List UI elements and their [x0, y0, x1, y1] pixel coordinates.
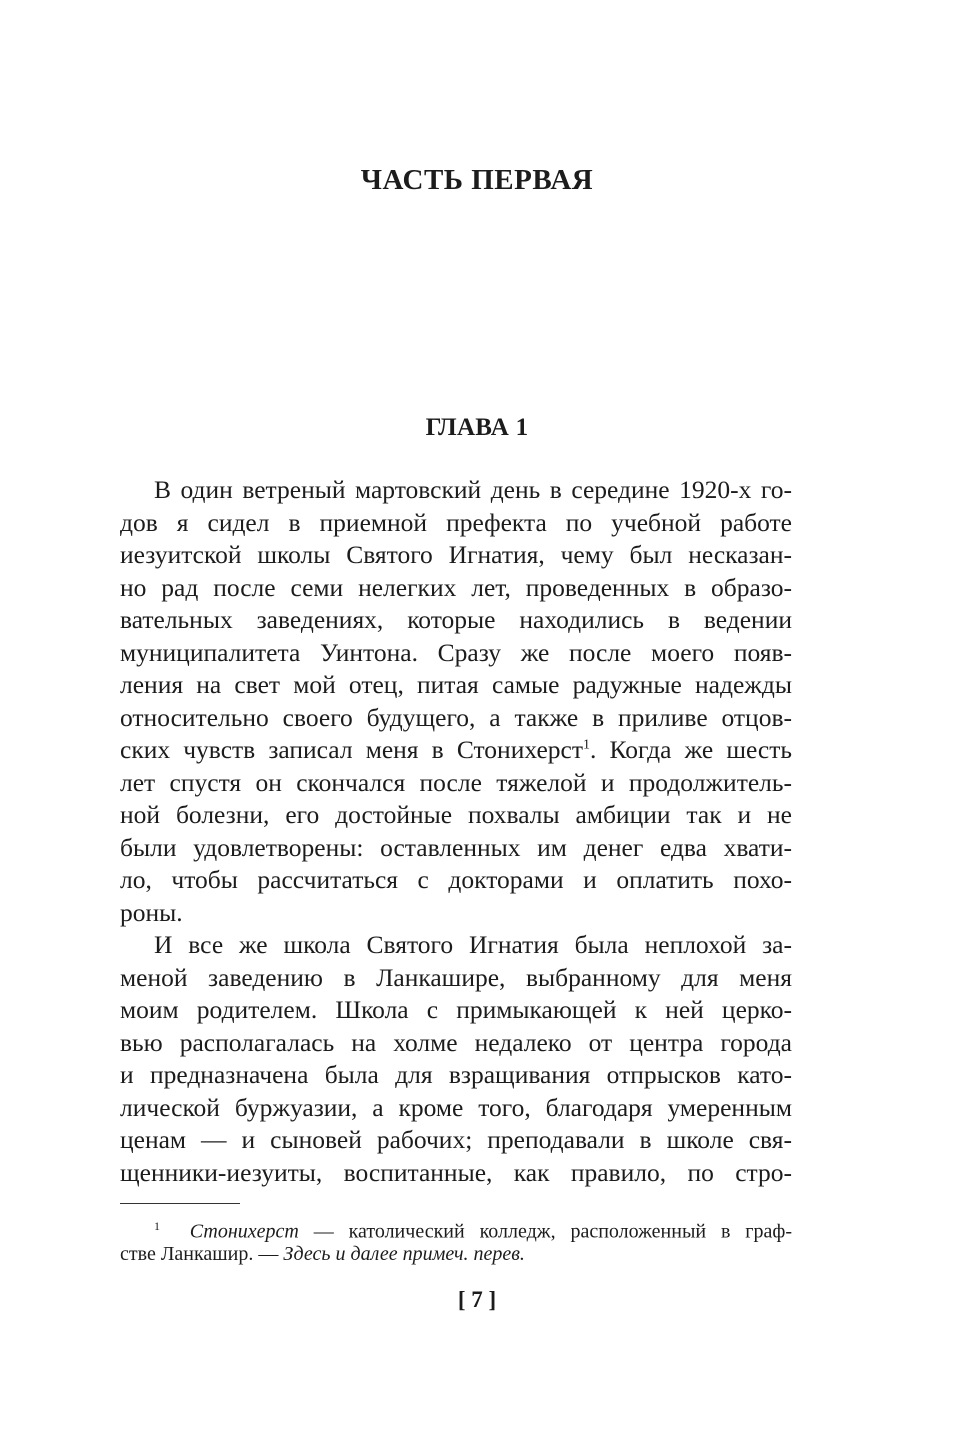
chapter-title: ГЛАВА 1	[425, 414, 529, 441]
text-line: В один ветреный мартовский день в середине 1920-х го-	[154, 475, 792, 504]
footnote-line	[120, 1212, 793, 1243]
text-line: и предназначена была для взращивания отпрысков като-	[120, 1060, 792, 1089]
text-line: относительно своего будущего, а также в приливе отцов-	[120, 702, 792, 732]
text-line: дов я сидел в приемной префекта по учебной работе	[120, 507, 792, 537]
footnote-text: — католический колледж, расположенный в граф-	[298, 1220, 793, 1243]
text-line: были удовлетворены: оставленных им денег едва хвати-	[120, 832, 792, 862]
text-line: щенники-иезуиты, воспитанные, как правило, по стро-	[120, 1157, 792, 1187]
footnote-line	[120, 1240, 792, 1268]
text-line: моим родителем. Школа с примыкающей к ней церко-	[120, 995, 792, 1024]
text-line: лет спустя он скончался после тяжелой и продолжитель-	[120, 767, 792, 797]
text-line: ло, чтобы рассчитаться с докторами и оплатить похо-	[120, 865, 792, 894]
text-line: роны.	[120, 897, 183, 927]
footnote-marker: 1	[154, 1219, 160, 1233]
footnote-attribution: Здесь и далее примеч. перев.	[283, 1243, 525, 1265]
footnote-divider	[120, 1203, 240, 1204]
text-line: муниципалитета Уинтона. Сразу же после моего появ-	[120, 637, 792, 667]
text-line: но рад после семи нелегких лет, проведенных в образо-	[120, 572, 792, 602]
footnote	[120, 1212, 792, 1268]
text-segment: ских чувств записал меня в Стонихерст	[120, 735, 583, 764]
text-line: вью располагалась на холме недалеко от центра города	[120, 1027, 792, 1057]
footnote-text: стве Ланкашир. —	[120, 1243, 284, 1265]
body-text	[120, 474, 792, 1189]
text-line: ления на свет мой отец, питая самые радужные надежды	[120, 670, 792, 699]
footnote-term: Стонихерст	[189, 1220, 299, 1243]
text-line: лической буржуазии, а кроме того, благодаря умеренным	[120, 1092, 792, 1122]
text-line: ценам — и сыновей рабочих; преподавали в школе свя-	[120, 1125, 792, 1154]
text-segment: . Когда же шесть	[590, 735, 793, 764]
text-line: И все же школа Святого Игнатия была неплохой за-	[154, 930, 792, 959]
text-line: меной заведению в Ланкашире, выбранному для меня	[120, 962, 792, 992]
text-line: вательных заведениях, которые находились в ведении	[120, 605, 792, 634]
text-line: иезуитской школы Святого Игнатия, чему был несказан-	[120, 540, 792, 569]
part-title: ЧАСТЬ ПЕРВАЯ	[360, 164, 594, 196]
text-line: ной болезни, его достойные похвалы амбиции так и не	[120, 800, 792, 829]
page-number: [ 7 ]	[457, 1287, 497, 1312]
text-line-with-footnote-ref	[120, 734, 792, 767]
footnote-reference: 1	[583, 737, 590, 753]
